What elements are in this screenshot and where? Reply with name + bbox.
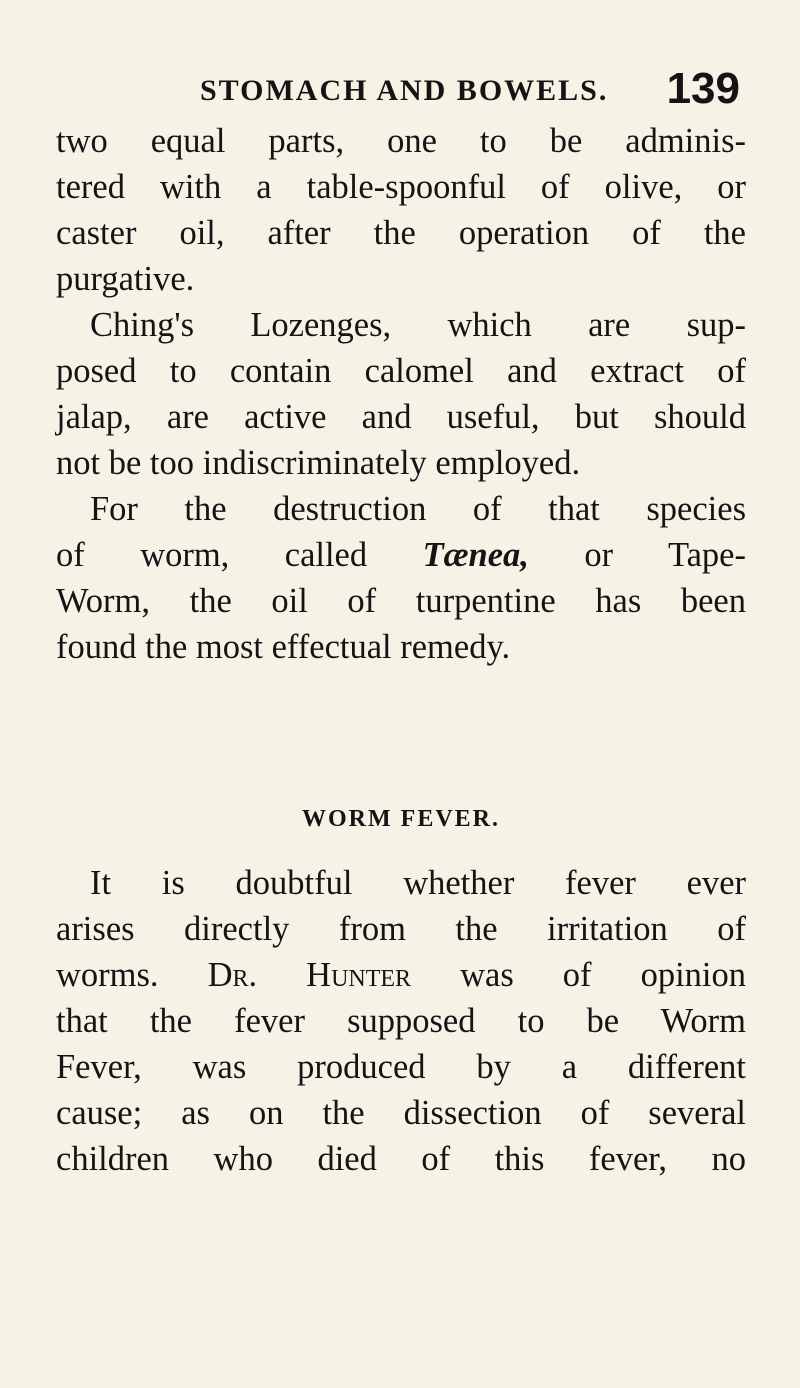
person-name: Dr. Hunter xyxy=(207,956,412,994)
text-segment: was of opinion xyxy=(411,956,746,994)
section-heading: WORM FEVER. xyxy=(302,806,500,832)
text-line: caster oil, after the operation of the xyxy=(56,214,746,252)
text-line: It is doubtful whether fever ever xyxy=(90,864,746,902)
text-segment: of worm, called xyxy=(56,536,423,574)
latin-term: Tænea, xyxy=(422,536,529,574)
running-head: STOMACH AND BOWELS. xyxy=(200,74,609,107)
text-segment: or Tape- xyxy=(528,536,746,574)
text-line: posed to contain calomel and extract of xyxy=(56,352,746,390)
text-line: arises directly from the irritation of xyxy=(56,910,746,948)
text-line: jalap, are active and useful, but should xyxy=(56,398,746,436)
text-line: two equal parts, one to be adminis- xyxy=(56,122,746,160)
text-line: found the most effectual remedy. xyxy=(56,628,511,666)
page-number: 139 xyxy=(666,64,740,113)
text-line: Worm, the oil of turpentine has been xyxy=(56,582,746,620)
text-line: Fever, was produced by a different xyxy=(56,1048,746,1086)
text-line: not be too indiscriminately employed. xyxy=(56,444,581,482)
text-line: that the fever supposed to be Worm xyxy=(56,1002,746,1040)
text-line: cause; as on the dissection of several xyxy=(56,1094,746,1132)
body-text xyxy=(56,118,746,670)
text-line xyxy=(56,532,746,578)
text-line: tered with a table-spoonful of olive, or xyxy=(56,168,746,206)
section-body xyxy=(56,860,746,1182)
text-line: purgative. xyxy=(56,260,195,298)
text-line xyxy=(56,952,746,998)
text-line: For the destruction of that species xyxy=(90,490,746,528)
text-segment: worms. xyxy=(56,956,208,994)
text-line: children who died of this fever, no xyxy=(56,1140,746,1178)
page-header xyxy=(200,64,740,114)
text-line: Ching's Lozenges, which are sup- xyxy=(90,306,746,344)
